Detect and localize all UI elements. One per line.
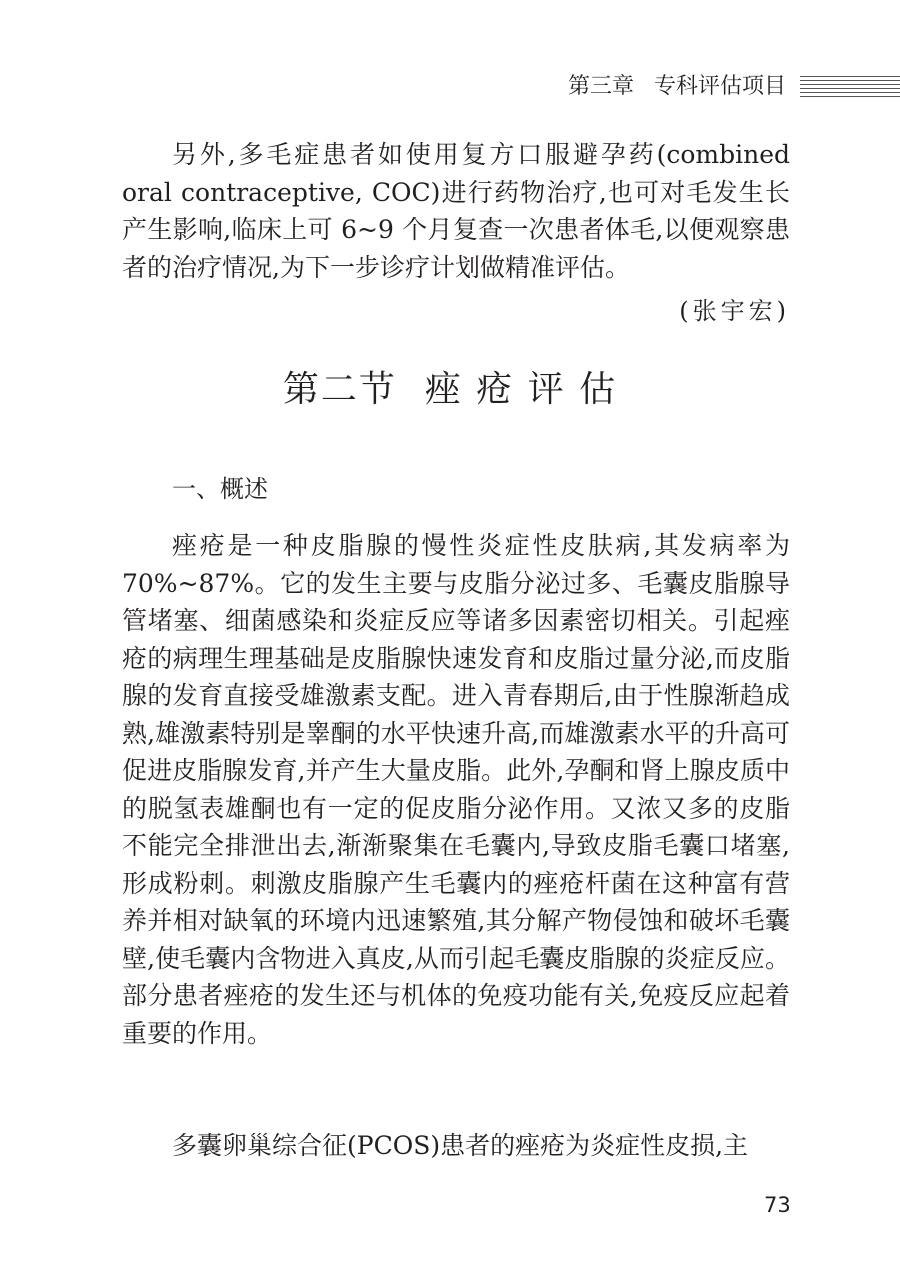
intro-paragraph: 另外,多毛症患者如使用复方口服避孕药(combined oral contraceptive, COC)进行药物治疗,也可对毛发生长产生影响,临床上可 6~9 个月复查一次患者体毛,以便观察患者的治疗情况,为下一步诊疗计划做精准评估。 xyxy=(122,140,790,282)
subsection-heading: 一、概述 xyxy=(172,475,268,503)
running-head-title: 专科评估项目 xyxy=(654,74,787,99)
page-number: 73 xyxy=(764,1193,791,1217)
section-title xyxy=(0,368,900,412)
author-attribution: (张宇宏) xyxy=(679,297,790,325)
header-decorative-rules xyxy=(800,76,900,98)
section-name: 痤 疮 评 估 xyxy=(424,369,618,410)
running-head-chapter: 第三章 xyxy=(568,74,635,99)
body-paragraph-pcos: 多囊卵巢综合征(PCOS)患者的痤疮为炎症性皮损,主 xyxy=(172,1131,749,1160)
body-paragraph-acne: 痤疮是一种皮脂腺的慢性炎症性皮肤病,其发病率为 70%~87%。它的发生主要与皮脂分泌过多、毛囊皮脂腺导管堵塞、细菌感染和炎症反应等诸多因素密切相关。引起痤疮的病理生理基础是皮脂腺快速发育和皮脂过量分泌,而皮脂腺的发育直接受雄激素支配。进入青春期后,由于性腺渐趋成熟,雄激素特别是睾酮的水平快速升高,而雄激素水平的升高可促进皮脂腺发育,并产生大量皮脂。此外,孕酮和肾上腺皮质中的脱氢表雄酮也有一定的促皮脂分泌作用。又浓又多的皮脂不能完全排泄出去,渐渐聚集在毛囊内,导致皮脂毛囊口堵塞,形成粉刺。刺激皮脂腺产生毛囊内的痤疮杆菌在这种富有营养并相对缺氧的环境内迅速繁殖,其分解产物侵蚀和破坏毛囊壁,使毛囊内含物进入真皮,从而引起毛囊皮脂腺的炎症反应。部分患者痤疮的发生还与机体的免疫功能有关,免疫反应起着重要的作用。 xyxy=(122,531,790,1048)
running-head xyxy=(568,74,786,100)
section-number: 第二节 xyxy=(282,369,397,410)
